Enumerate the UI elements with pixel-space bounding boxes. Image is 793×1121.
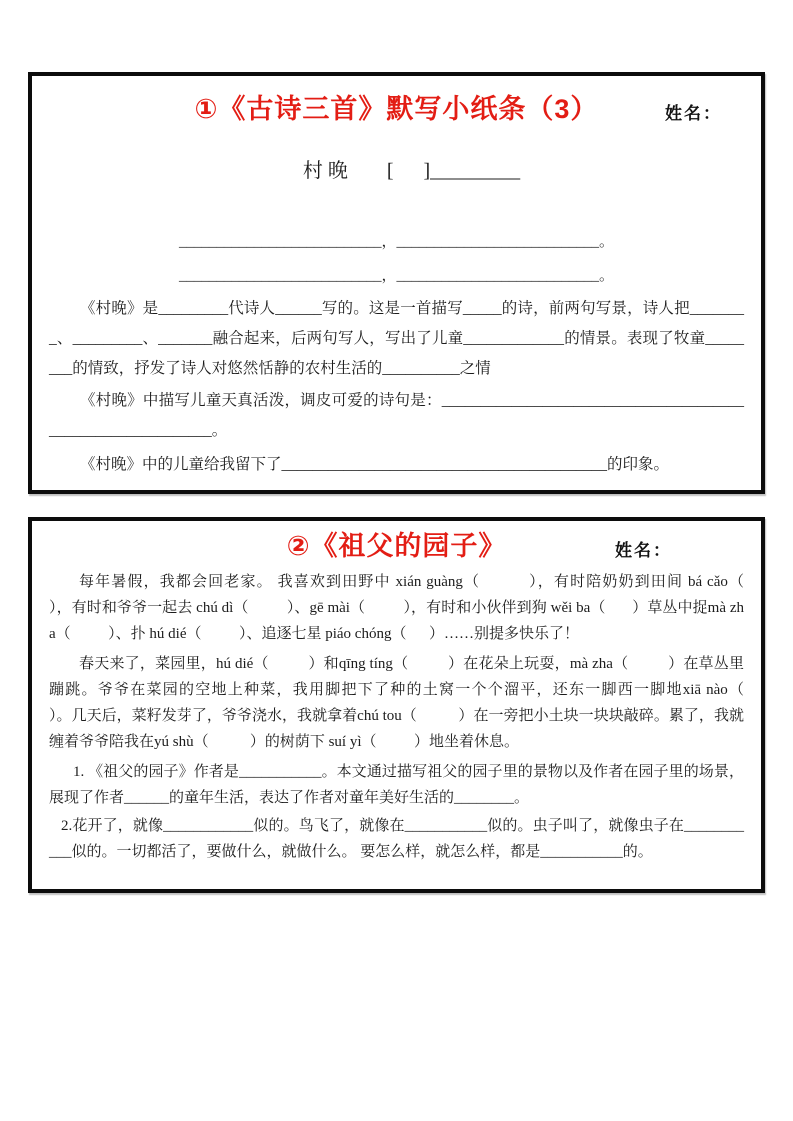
section-gushi-sanshou [28,72,765,494]
section2-name-label: 姓名： [615,541,672,560]
section-zufu-de-yuanzi [28,517,786,893]
section1-paragraph-intro: 《村晚》是_________代诗人______写的。这是一首描写_____的诗，前两句写景，诗人把________、_________、_______融合起来，后两句写人，写出了儿童_____________的情景。表现了牧童________的情致，抒发了诗人对悠然恬静的农村生活的__________之情 [49,300,744,377]
section2-paragraph-pinyin-2: 春天来了，菜园里，hú dié（ ）和qīng tíng（ ）在花朵上玩耍，mà zha（ ）在草丛里蹦跳。爷爷在菜园的空地上种菜，我用脚把下了种的土窝一个个溜平，还东一脚西一脚地xiā nào（ ）。几天后，菜籽发芽了，爷爷浇水，我就拿着chú tou（ ）在一旁把小土块一块块敲碎。累了，我就缠着爷爷陪我在yú shù（ ）的树荫下 suí yì（ ）地坐着休息。 [49,656,786,750]
section1-circled-number: ① [194,94,219,124]
poem-title: 村晚 [302,160,353,182]
poem-dynasty-brackets: [ ] [386,160,431,182]
section2-header [49,529,744,563]
section2-paragraph-pinyin-1: 每年暑假，我都会回老家。 我喜欢到田野中 xián guàng（ ），有时陪奶奶到田间 bá cǎo（ ），有时和爷爷一起去 chú dì（ ）、gē mài（ ），有时和小伙伴到狗 wěi ba（ ）草丛中捉mà zha（ ）、扑 hú dié（ ）、追逐七星 piáo chóng（ ）……别提多快乐了！ [49,574,782,642]
section1-title [195,92,599,126]
section2-title-text: 《祖父的园子》 [310,531,507,561]
section1-title-text: 《古诗三首》默写小纸条（3） [218,94,599,124]
poem-answer-line-2: ___________________________，___________________________。 [178,268,614,284]
poem-answer-line-1: ___________________________，___________________________。 [178,234,614,250]
section1-paragraph-verse-question: 《村晚》中描写儿童天真活泼，调皮可爱的诗句是：____________________________________________________________。 [49,392,744,439]
section2-title [287,529,507,563]
poem-title-row [49,132,744,210]
section2-circled-number: ② [286,531,311,561]
section2-question-1: 1. 《祖父的园子》作者是___________。本文通过描写祖父的园子里的景物以及作者在园子里的场景，展现了作者______的童年生活，表达了作者对童年美好生活的________。 [49,764,744,806]
section2-question-2: 2.花开了，就像____________似的。鸟飞了，就像在___________似的。虫子叫了，就像虫子在___________似的。一切都活了，要做什么，就做什么。 要怎么样，就怎么样，都是___________的。 [49,818,744,860]
section1-header [49,92,744,126]
section1-paragraph-impression-question: 《村晚》中的儿童给我留下了__________________________________________的印象。 [80,456,670,473]
section1-name-label: 姓名： [665,104,722,123]
poem-author-blank: _________ [430,160,521,182]
